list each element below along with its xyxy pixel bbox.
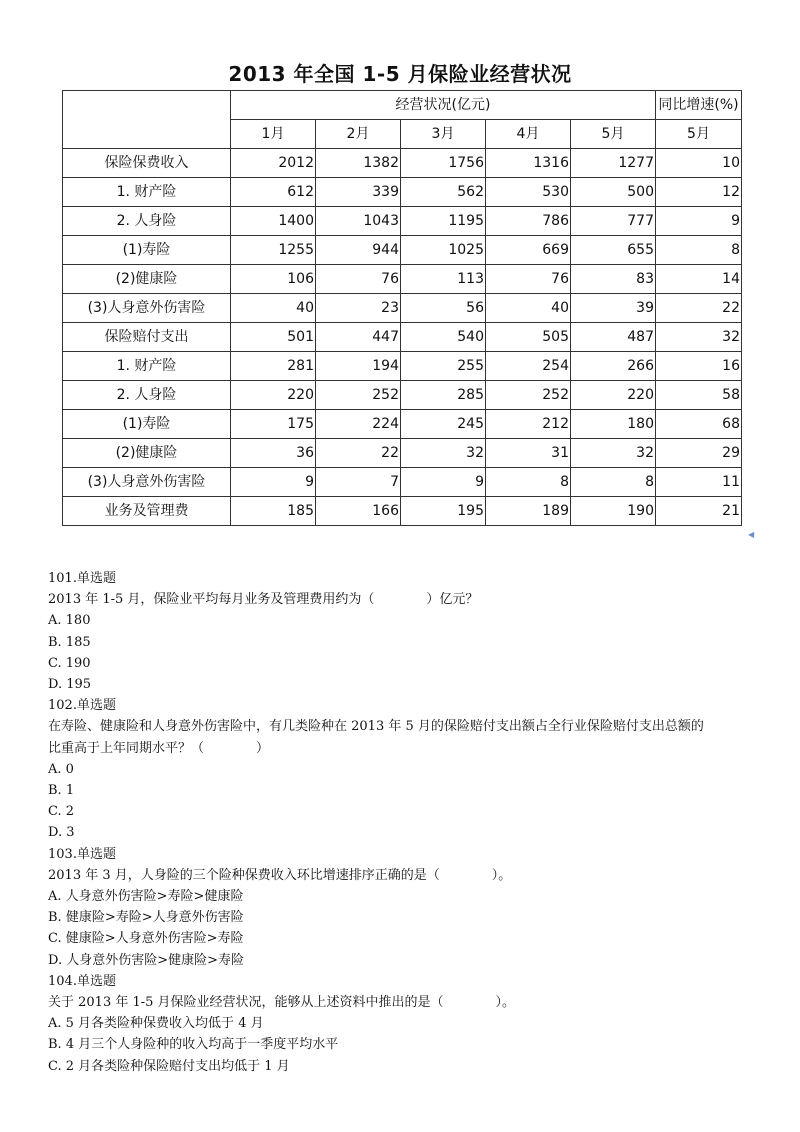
answer-option[interactable]: B. 4 月三个人身险种的收入均高于一季度平均水平 xyxy=(48,1037,339,1053)
table-cell: 266 xyxy=(571,352,656,381)
row-label: 1. 财产险 xyxy=(63,352,231,381)
month-header: 4月 xyxy=(486,120,571,149)
table-cell: 501 xyxy=(231,323,316,352)
table-cell: 777 xyxy=(571,207,656,236)
answer-option[interactable]: C. 健康险>人身意外伤害险>寿险 xyxy=(48,931,244,947)
table-cell: 281 xyxy=(231,352,316,381)
answer-option[interactable]: C. 2 xyxy=(48,804,75,820)
table-cell: 2012 xyxy=(231,149,316,178)
row-label: 1. 财产险 xyxy=(63,178,231,207)
table-cell: 944 xyxy=(316,236,401,265)
question-number: 103. xyxy=(48,846,77,862)
answer-option[interactable]: B. 1 xyxy=(48,783,75,799)
row-label: 业务及管理费 xyxy=(63,497,231,526)
table-row xyxy=(63,323,742,352)
answer-option[interactable]: D. 人身意外伤害险>健康险>寿险 xyxy=(48,952,245,968)
table-cell: 8 xyxy=(656,236,742,265)
table-cell: 16 xyxy=(656,352,742,381)
table-cell: 1195 xyxy=(401,207,486,236)
table-cell: 185 xyxy=(231,497,316,526)
table-cell: 39 xyxy=(571,294,656,323)
statistics-table-container xyxy=(62,90,742,526)
table-cell: 562 xyxy=(401,178,486,207)
table-cell: 254 xyxy=(486,352,571,381)
month-header: 5月 xyxy=(656,120,742,149)
table-cell: 612 xyxy=(231,178,316,207)
question-number: 102. xyxy=(48,698,77,714)
question-header xyxy=(48,971,768,992)
table-cell: 8 xyxy=(486,468,571,497)
header-corner-cell xyxy=(63,91,231,149)
table-cell: 252 xyxy=(486,381,571,410)
answer-option[interactable]: C. 2 月各类险种保险赔付支出均低于 1 月 xyxy=(48,1058,290,1074)
table-cell: 1025 xyxy=(401,236,486,265)
table-cell: 1277 xyxy=(571,149,656,178)
table-cell: 58 xyxy=(656,381,742,410)
question-header xyxy=(48,844,768,865)
question-number: 101. xyxy=(48,571,77,586)
row-label: (1)寿险 xyxy=(63,410,231,439)
table-cell: 56 xyxy=(401,294,486,323)
table-cell: 255 xyxy=(401,352,486,381)
table-cell: 220 xyxy=(571,381,656,410)
row-label: (1)寿险 xyxy=(63,236,231,265)
row-label: (2)健康险 xyxy=(63,265,231,294)
table-cell: 83 xyxy=(571,265,656,294)
table-cell: 22 xyxy=(656,294,742,323)
question-text: 在寿险、健康险和人身意外伤害险中，有几类险种在 2013 年 5 月的保险赔付支出额占全行业保险赔付支出总额的 xyxy=(48,719,704,735)
table-cell: 12 xyxy=(656,178,742,207)
table-row xyxy=(63,149,742,178)
answer-option[interactable]: A. 5 月各类险种保费收入均低于 4 月 xyxy=(48,1016,264,1032)
table-cell: 1043 xyxy=(316,207,401,236)
table-cell: 40 xyxy=(486,294,571,323)
table-cell: 29 xyxy=(656,439,742,468)
question-type: 单选题 xyxy=(76,846,116,862)
table-cell: 31 xyxy=(486,439,571,468)
answer-option[interactable]: D. 195 xyxy=(48,677,92,693)
answer-option[interactable]: A. 人身意外伤害险>寿险>健康险 xyxy=(48,889,244,905)
table-cell: 7 xyxy=(316,468,401,497)
question-number: 104. xyxy=(48,973,77,989)
table-row xyxy=(63,352,742,381)
row-label: (3)人身意外伤害险 xyxy=(63,294,231,323)
table-row xyxy=(63,410,742,439)
table-cell: 9 xyxy=(401,468,486,497)
question-header xyxy=(48,695,768,716)
table-cell: 32 xyxy=(571,439,656,468)
table-cell: 106 xyxy=(231,265,316,294)
table-row xyxy=(63,207,742,236)
table-cell: 32 xyxy=(656,323,742,352)
table-cell: 1382 xyxy=(316,149,401,178)
month-header: 5月 xyxy=(571,120,656,149)
table-cell: 21 xyxy=(656,497,742,526)
table-cell: 487 xyxy=(571,323,656,352)
table-cell: 786 xyxy=(486,207,571,236)
table-cell: 447 xyxy=(316,323,401,352)
row-label: 2. 人身险 xyxy=(63,381,231,410)
table-cell: 190 xyxy=(571,497,656,526)
header-yoy-growth: 同比增速(%) xyxy=(656,91,742,120)
table-cell: 1316 xyxy=(486,149,571,178)
table-cell: 500 xyxy=(571,178,656,207)
table-cell: 14 xyxy=(656,265,742,294)
table-cell: 1255 xyxy=(231,236,316,265)
table-header-row xyxy=(63,91,742,120)
table-cell: 1400 xyxy=(231,207,316,236)
table-cell: 224 xyxy=(316,410,401,439)
table-cell: 252 xyxy=(316,381,401,410)
table-cell: 669 xyxy=(486,236,571,265)
table-cell: 189 xyxy=(486,497,571,526)
table-cell: 530 xyxy=(486,178,571,207)
table-cell: 245 xyxy=(401,410,486,439)
table-row xyxy=(63,178,742,207)
table-row xyxy=(63,265,742,294)
table-row xyxy=(63,439,742,468)
row-label: (2)健康险 xyxy=(63,439,231,468)
question-type: 单选题 xyxy=(76,973,116,989)
edge-marker-icon: ◀ xyxy=(748,530,755,539)
question-text-continued: 比重高于上年同期水平？（ ） xyxy=(48,740,270,756)
month-header: 2月 xyxy=(316,120,401,149)
table-cell: 23 xyxy=(316,294,401,323)
table-cell: 68 xyxy=(656,410,742,439)
table-cell: 220 xyxy=(231,381,316,410)
table-row xyxy=(63,468,742,497)
table-body xyxy=(63,91,742,526)
table-cell: 8 xyxy=(571,468,656,497)
table-cell: 540 xyxy=(401,323,486,352)
question-text: 2013 年 3 月，人身险的三个险种保费收入环比增速排序正确的是（ ）。 xyxy=(48,867,512,883)
table-cell: 36 xyxy=(231,439,316,468)
row-label: 保险保费收入 xyxy=(63,149,231,178)
answer-option[interactable]: C. 190 xyxy=(48,655,91,671)
row-label: (3)人身意外伤害险 xyxy=(63,468,231,497)
answer-option[interactable]: A. 180 xyxy=(48,613,91,629)
month-header: 3月 xyxy=(401,120,486,149)
table-cell: 10 xyxy=(656,149,742,178)
row-label: 保险赔付支出 xyxy=(63,323,231,352)
question-text: 2013 年 1-5 月，保险业平均每月业务及管理费用约为（ ）亿元？ xyxy=(48,592,479,608)
answer-option[interactable]: B. 健康险>寿险>人身意外伤害险 xyxy=(48,910,244,926)
table-row xyxy=(63,236,742,265)
table-row xyxy=(63,294,742,323)
table-cell: 22 xyxy=(316,439,401,468)
table-cell: 505 xyxy=(486,323,571,352)
header-operations: 经营状况(亿元) xyxy=(231,91,656,120)
table-cell: 212 xyxy=(486,410,571,439)
statistics-table xyxy=(62,90,742,526)
table-cell: 655 xyxy=(571,236,656,265)
row-label: 2. 人身险 xyxy=(63,207,231,236)
table-cell: 11 xyxy=(656,468,742,497)
table-cell: 166 xyxy=(316,497,401,526)
table-cell: 180 xyxy=(571,410,656,439)
month-header: 1月 xyxy=(231,120,316,149)
table-cell: 76 xyxy=(486,265,571,294)
table-cell: 76 xyxy=(316,265,401,294)
table-cell: 339 xyxy=(316,178,401,207)
answer-option[interactable]: A. 0 xyxy=(48,761,74,777)
table-cell: 32 xyxy=(401,439,486,468)
answer-option[interactable]: D. 3 xyxy=(48,825,75,841)
question-header xyxy=(48,568,768,589)
table-cell: 9 xyxy=(231,468,316,497)
table-cell: 285 xyxy=(401,381,486,410)
question-text: 关于 2013 年 1-5 月保险业经营状况，能够从上述资料中推出的是（ ）。 xyxy=(48,995,516,1011)
page-title: 2013 年全国 1-5 月保险业经营状况 xyxy=(228,62,572,86)
question-type: 单选题 xyxy=(76,698,116,714)
answer-option[interactable]: B. 185 xyxy=(48,634,91,650)
question-list xyxy=(48,568,768,1077)
table-cell: 195 xyxy=(401,497,486,526)
table-row xyxy=(63,381,742,410)
table-cell: 113 xyxy=(401,265,486,294)
table-cell: 194 xyxy=(316,352,401,381)
table-cell: 9 xyxy=(656,207,742,236)
table-cell: 40 xyxy=(231,294,316,323)
table-cell: 175 xyxy=(231,410,316,439)
table-cell: 1756 xyxy=(401,149,486,178)
question-type: 单选题 xyxy=(76,571,116,586)
table-row xyxy=(63,497,742,526)
